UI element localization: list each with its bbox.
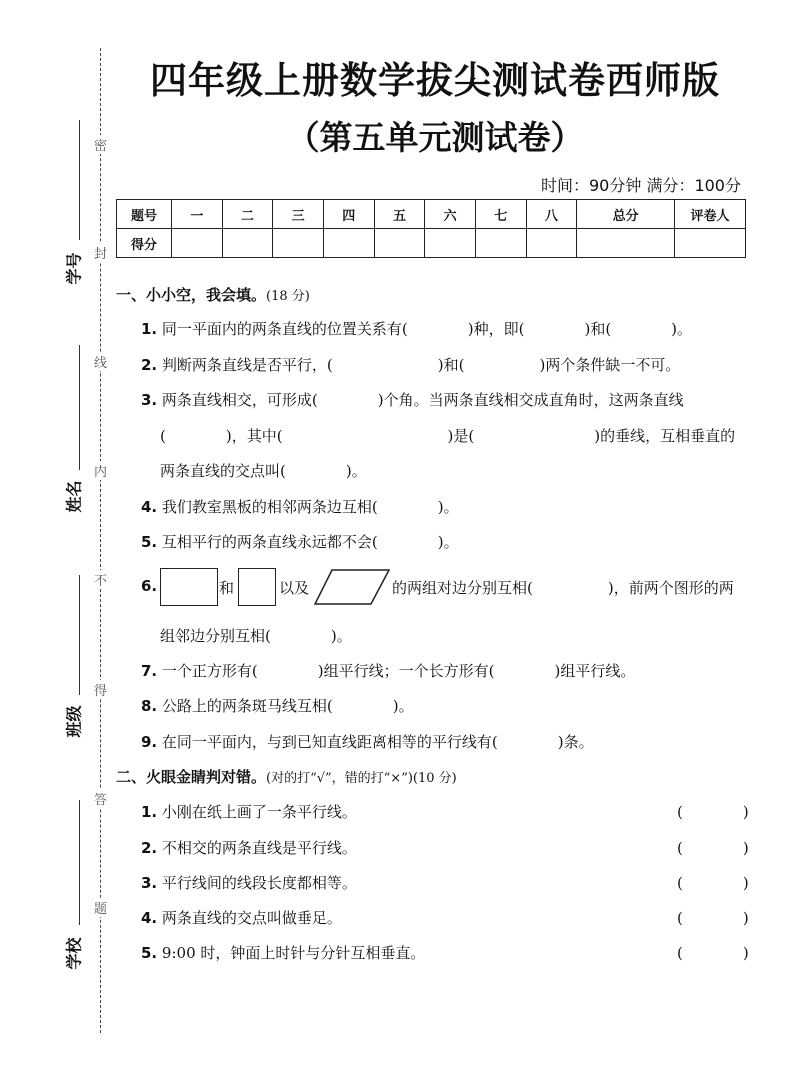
answer-parentheses[interactable]: ( ) [677,803,749,821]
question-number: 3. [141,391,158,409]
question-text: 两条直线相交，可形成( )个角。当两条直线相交成直角时，这两条直线 [161,391,684,409]
seal-char: 不 [93,570,108,589]
question-3-line-2 [160,425,735,446]
judge-question-5 [141,942,425,963]
question-3 [141,389,684,410]
answer-parentheses[interactable]: ( ) [677,909,749,927]
section-2-heading [116,766,457,787]
section-2-points: (对的打“√”，错的打“×”)(10 分) [266,771,457,786]
question-text: 我们教室黑板的相邻两条边互相( )。 [161,498,459,516]
question-1 [141,318,692,339]
question-9 [141,731,594,752]
judge-question-4 [141,907,342,928]
score-table [116,199,746,258]
section-2-title: 二、火眼金睛判对错。 [116,768,267,786]
seal-char: 密 [93,135,108,154]
question-text: 互相平行的两条直线永远都不会( )。 [161,533,459,551]
question-text: 公路上的两条斑马线互相( )。 [161,697,414,715]
score-entry-cell[interactable] [172,229,223,258]
page-title: 四年级上册数学拔尖测试卷西师版 [150,59,720,102]
question-6-line-2 [160,625,352,646]
score-table-header-row [117,200,746,229]
question-number: 2. [141,356,158,374]
score-entry-cell[interactable] [323,229,374,258]
page-subtitle: （第五单元测试卷） [286,118,584,157]
answer-parentheses[interactable]: ( ) [677,839,749,857]
question-5 [141,531,459,552]
question-text: 两条直线的交点叫( )。 [160,462,367,480]
seal-char: 封 [93,243,108,262]
question-text: 9:00 时，钟面上时针与分针互相垂直。 [161,944,426,962]
parallelogram-figure [314,569,390,605]
score-entry-cell[interactable] [425,229,476,258]
table-cell: 三 [273,200,324,229]
score-entry-cell[interactable] [374,229,425,258]
time-score-info: 时间：90分钟 满分：100分 [541,176,741,195]
score-entry-cell[interactable] [273,229,324,258]
question-7 [141,660,635,681]
section-1-heading [116,284,310,305]
table-cell: 总分 [577,200,675,229]
score-entry-cell[interactable] [577,229,675,258]
class-field-line [79,575,80,695]
question-number: 2. [141,839,158,857]
question-text: 判断两条直线是否平行，( )和( )两个条件缺一不可。 [161,356,681,374]
question-3-line-3 [160,460,367,481]
table-cell: 评卷人 [675,200,746,229]
score-table-score-row [117,229,746,258]
question-number: 4. [141,909,158,927]
question-number: 9. [141,733,158,751]
question-number: 5. [141,944,158,962]
table-cell: 七 [475,200,526,229]
score-entry-cell[interactable] [475,229,526,258]
table-cell: 四 [323,200,374,229]
square-figure [238,568,276,606]
table-cell: 一 [172,200,223,229]
section-1-title: 一、小小空，我会填。 [116,286,267,304]
score-entry-cell[interactable] [526,229,577,258]
question-number: 7. [141,662,158,680]
question-number: 1. [141,320,158,338]
question-number: 6. [141,577,158,595]
judge-question-2 [141,837,357,858]
question-4 [141,496,459,517]
question-text: 一个正方形有( )组平行线；一个长方形有( )组平行线。 [161,662,636,680]
school-label: 学校 [64,937,84,970]
school-field-line [79,800,80,925]
seal-char: 题 [93,898,108,917]
student-id-label: 学号 [64,252,84,285]
question-text: 和 [219,579,235,597]
score-entry-cell[interactable] [675,229,746,258]
judge-question-1 [141,801,357,822]
table-cell: 题号 [117,200,172,229]
question-text: 同一平面内的两条直线的位置关系有( )种，即( )和( )。 [161,320,693,338]
table-cell: 六 [425,200,476,229]
name-field-line [79,345,80,470]
question-number: 3. [141,874,158,892]
answer-parentheses[interactable]: ( ) [677,874,749,892]
question-text: 在同一平面内，与到已知直线距离相等的平行线有( )条。 [161,733,594,751]
table-cell: 五 [374,200,425,229]
rectangle-figure [160,568,218,606]
question-text: 小刚在纸上画了一条平行线。 [161,803,357,821]
score-entry-cell[interactable] [222,229,273,258]
question-text: 两条直线的交点叫做垂足。 [161,909,342,927]
question-text: 组邻边分别互相( )。 [160,627,352,645]
class-label: 班级 [64,705,84,738]
question-number: 1. [141,803,158,821]
table-cell: 得分 [117,229,172,258]
question-text: ( )，其中( )是( )的垂线，互相垂直的 [160,427,736,445]
question-text: 不相交的两条直线是平行线。 [161,839,357,857]
section-1-points: (18 分) [266,289,310,304]
seal-char: 得 [93,680,108,699]
question-text: 以及 [279,579,310,597]
binding-dashed-line [100,48,101,1033]
question-text: 的两组对边分别互相( )，前两个图形的两 [392,579,734,597]
table-cell: 八 [526,200,577,229]
question-number: 8. [141,697,158,715]
student-id-field-line [79,120,80,240]
answer-parentheses[interactable]: ( ) [677,944,749,962]
seal-char: 线 [93,352,108,371]
question-number: 5. [141,533,158,551]
table-cell: 二 [222,200,273,229]
question-number: 4. [141,498,158,516]
name-label: 姓名 [64,480,84,513]
question-text: 平行线间的线段长度都相等。 [161,874,357,892]
question-8 [141,695,414,716]
question-6-number [141,577,157,595]
question-2 [141,354,680,375]
seal-char: 答 [93,789,108,808]
judge-question-3 [141,872,357,893]
seal-char: 内 [93,461,108,480]
